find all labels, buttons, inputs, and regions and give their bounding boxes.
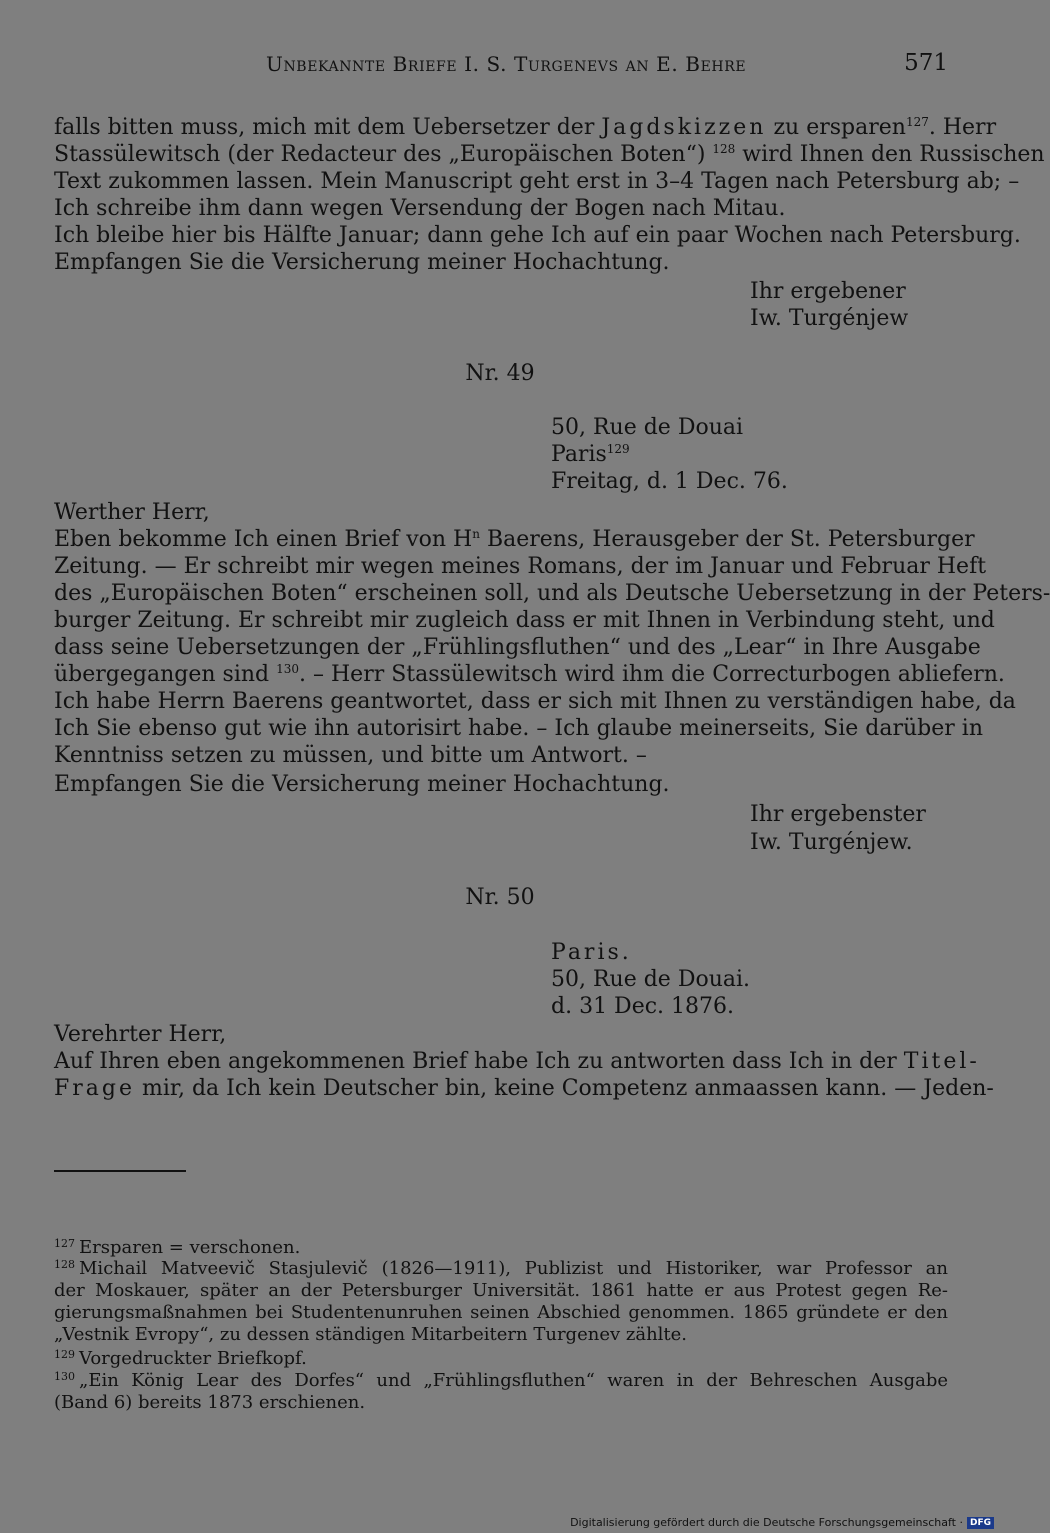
text-line: Stassülewitsch (der Redacteur des „Europäischen Boten“) $^{128}$ wird Ihnen den Russischen xyxy=(54,142,1045,167)
footnote: $^{129}$ Vorgedruckter Briefkopf. xyxy=(54,1348,307,1369)
date-line: Freitag, d. 1 Dec. 76. xyxy=(551,469,788,494)
date-line: d. 31 Dec. 1876. xyxy=(551,994,735,1019)
footnote-divider xyxy=(54,1170,186,1172)
address-line: 50, Rue de Douai. xyxy=(551,967,751,992)
funding-note xyxy=(570,1516,994,1529)
text-line: Ich habe Herrn Baerens geantwortet, dass er sich mit Ihnen zu verständigen habe, da xyxy=(54,689,1016,714)
text-line: Ich bleibe hier bis Hälfte Januar; dann gehe Ich auf ein paar Wochen nach Petersburg. xyxy=(54,223,1021,248)
salutation: Werther Herr, xyxy=(54,500,210,525)
footnote-line: gierungsmaßnahmen bei Studentenunruhen seinen Abschied genommen. 1865 gründete er den xyxy=(54,1302,948,1323)
address-line: Paris. xyxy=(551,940,632,965)
text-line: Ich schreibe ihm dann wegen Versendung der Bogen nach Mitau. xyxy=(54,196,786,221)
text-line: Auf Ihren eben angekommenen Brief habe Ich zu antworten dass Ich in der Titel- xyxy=(54,1049,980,1074)
page-number: 571 xyxy=(904,50,948,76)
text-line: Text zukommen lassen. Mein Manuscript geht erst in 3–4 Tagen nach Petersburg ab; – xyxy=(54,169,1020,194)
letter-number: Nr. 49 xyxy=(465,361,535,386)
footnote-line: (Band 6) bereits 1873 erschienen. xyxy=(54,1392,366,1413)
signature-closing: Ihr ergebener xyxy=(750,279,906,304)
text-line: Ich Sie ebenso gut wie ihn autorisirt habe. – Ich glaube meinerseits, Sie darüber in xyxy=(54,716,983,741)
signature-closing: Ihr ergebenster xyxy=(750,802,926,827)
funding-text: Digitalisierung gefördert durch die Deutsche Forschungsgemeinschaft · xyxy=(570,1516,963,1529)
address-line: Paris$^{129}$ xyxy=(551,442,630,467)
text-line: Frage mir, da Ich kein Deutscher bin, keine Competenz anmaassen kann. — Jeden- xyxy=(54,1076,994,1101)
running-header xyxy=(54,52,948,82)
footnote-ref[interactable]: 127 xyxy=(905,115,929,129)
footnote: $^{130}$ „Ein König Lear des Dorfes“ und „Frühlingsfluthen“ waren in der Behreschen Ausgabe xyxy=(54,1370,948,1391)
dfg-logo: DFG xyxy=(967,1517,994,1529)
footnote-line: „Vestnik Evropy“, zu dessen ständigen Mitarbeitern Turgenev zählte. xyxy=(54,1324,688,1345)
signature-name: Iw. Turgénjew xyxy=(750,306,909,331)
footnote: $^{127}$ Ersparen = verschonen. xyxy=(54,1237,301,1258)
text-line: übergegangen sind $^{130}$. – Herr Stassülewitsch wird ihm die Correcturbogen abliefern. xyxy=(54,662,1005,687)
footnote-ref[interactable]: 130 xyxy=(276,662,300,676)
text-line: Kenntniss setzen zu müssen, und bitte um Antwort. – xyxy=(54,743,647,768)
running-title: Unbekannte Briefe I. S. Turgenevs an E. Behre xyxy=(266,52,747,76)
text-line: burger Zeitung. Er schreibt mir zugleich dass er mit Ihnen in Verbindung steht, und xyxy=(54,608,995,633)
signature-name: Iw. Turgénjew. xyxy=(750,830,913,855)
text-line: Zeitung. — Er schreibt mir wegen meines Romans, der im Januar und Februar Heft xyxy=(54,554,987,579)
letter-number: Nr. 50 xyxy=(465,885,535,910)
footnote: $^{128}$ Michail Matveevič Stasjulevič (1826—1911), Publizist und Historiker, war Professor an xyxy=(54,1258,948,1279)
text-line: Empfangen Sie die Versicherung meiner Hochachtung. xyxy=(54,772,670,797)
text-line: Empfangen Sie die Versicherung meiner Hochachtung. xyxy=(54,250,670,275)
footnote-ref[interactable]: 128 xyxy=(712,142,736,156)
text-line: Eben bekomme Ich einen Brief von $H^n$ Baerens, Herausgeber der St. Petersburger xyxy=(54,527,975,552)
text-line: dass seine Uebersetzungen der „Frühlingsfluthen“ und des „Lear“ in Ihre Ausgabe xyxy=(54,635,981,660)
address-line: 50, Rue de Douai xyxy=(551,415,744,440)
footnote-line: der Moskauer, später an der Petersburger Universität. 1861 hatte er aus Protest gegen Re- xyxy=(54,1280,948,1301)
text-line: des „Europäischen Boten“ erscheinen soll, und als Deutsche Uebersetzung in der Peters- xyxy=(54,581,1050,606)
footnote-ref[interactable]: 129 xyxy=(606,442,630,456)
salutation: Verehrter Herr, xyxy=(54,1022,227,1047)
text-line: falls bitten muss, mich mit dem Uebersetzer der Jagdskizzen zu ersparen$^{127}$. Herr xyxy=(54,115,997,140)
